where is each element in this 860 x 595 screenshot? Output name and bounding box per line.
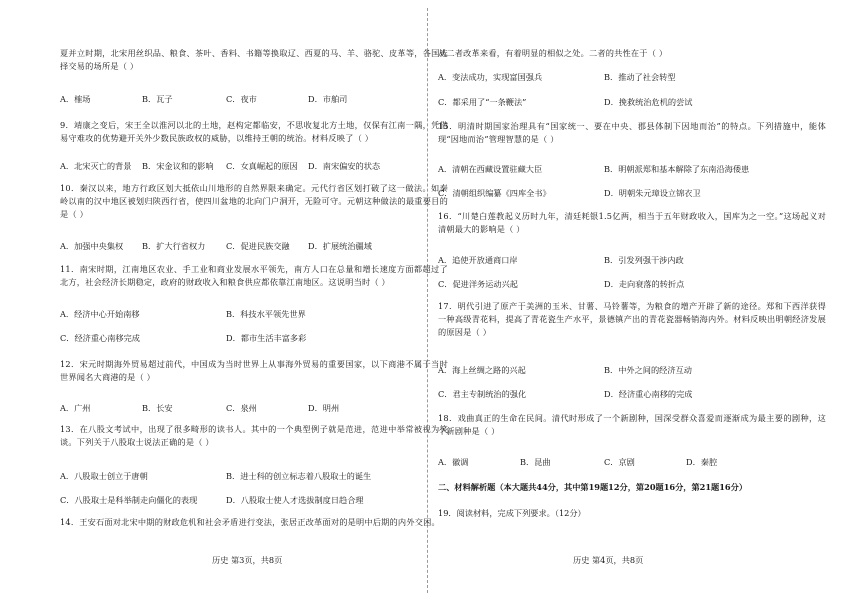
question-18-options xyxy=(438,456,826,469)
option-c[interactable]: C．女真崛起的原因 xyxy=(226,161,298,171)
question-16: 16．“川楚白莲教起义历时九年，清廷耗银1.5亿两，相当于五年财政收入，国库为之一空。”这场起义对清朝最大的影响是（ ） xyxy=(438,211,826,234)
page-3-footer: 历史 第3页，共8页 xyxy=(212,555,283,565)
question-13-options-row-1 xyxy=(60,470,448,483)
option-a[interactable]: A．清朝在西藏设置驻藏大臣 xyxy=(438,164,543,174)
question-15: 15．明清时期国家治理具有“国家统一、要在中央、郡县体制下因地而治”的特点。下列措施中，能体现“因地而治”管理智慧的是（ ） xyxy=(438,121,826,144)
option-a[interactable]: A．追使开放通商口岸 xyxy=(438,255,518,265)
option-b[interactable]: B．宋金议和的影响 xyxy=(142,161,214,171)
option-d[interactable]: D．明州 xyxy=(308,403,340,413)
section-2-heading: 二、材料解析题（本大题共44分，其中第19题12分，第20题16分，第21题16分） xyxy=(438,482,748,492)
option-c[interactable]: C．都采用了“一条鞭法” xyxy=(438,97,527,107)
question-11: 11．南宋时期，江南地区农业、手工业和商业发展水平领先，南方人口在总量和增长速度方面都超过了北方，社会经济长期稳定，政府的财政收入和粮食供应都依靠江南地区。这说明当时（ ） xyxy=(60,264,448,287)
question-14-options-row-2 xyxy=(438,96,826,109)
option-c[interactable]: C．夜市 xyxy=(226,94,257,104)
option-a[interactable]: A．徽调 xyxy=(438,457,469,467)
option-c[interactable]: C．八股取士是科举制走向僵化的表现 xyxy=(60,495,198,505)
option-d[interactable]: D．走向衰落的转折点 xyxy=(604,279,685,289)
question-18: 18．戏曲真正的生命在民间。清代时形成了一个新剧种，国深受群众喜爱而逐渐成为最主要的剧种，这个新剧种是（ ） xyxy=(438,413,826,436)
question-13: 13．在八股文考试中，出现了很多畸形的读书人。其中的一个典型例子就是范进，范进中举常被视为笑谈。下列关于八股取士说法正确的是（ ） xyxy=(60,424,448,447)
option-c[interactable]: C．泉州 xyxy=(226,403,257,413)
option-b[interactable]: B．科技水平领先世界 xyxy=(226,309,306,319)
question-10-options xyxy=(60,240,448,253)
question-19: 19．阅读材料，完成下列要求。（12分） xyxy=(438,508,586,518)
option-a[interactable]: A．八股取士创立于唐朝 xyxy=(60,471,148,481)
question-12: 12．宋元时期海外贸易超过前代，中国成为当时世界上从事海外贸易的重要国家，以下商港不属于当时世界闻名大商港的是（ ） xyxy=(60,359,448,382)
option-d[interactable]: D．扩展统治疆域 xyxy=(308,241,372,251)
question-10: 10．秦汉以来，地方行政区划大抵依山川地形的自然界限来确定。元代行省区划打破了这一做法。如秦岭以南的汉中地区被划归陕西行省，使四川盆地的北向门户洞开，无险可守。元朝这种做法的最重要目的是（ ） xyxy=(60,183,448,219)
option-b[interactable]: B．中外之间的经济互动 xyxy=(604,365,692,375)
question-11-options-row-2 xyxy=(60,332,448,345)
option-d[interactable]: D．八股取士使人才选拔制度日趋合理 xyxy=(226,495,364,505)
option-b[interactable]: B．瓦子 xyxy=(142,94,173,104)
question-9: 9．靖康之变后，宋王全以淮河以北的土地，赵构定都临安，不思收复北方土地，仅保有江南一隅，凭借易守难攻的优势避开关外少数民族政权的威胁，以维持王朝的统治。材料反映了（ ） xyxy=(60,120,448,143)
option-d[interactable]: D．市舶司 xyxy=(308,94,348,104)
question-8-tail: 夏并立时期，北宋用丝织品、粮食、茶叶、香料、书籍等换取辽、西夏的马、羊、骆驼、皮革等，各国选择交易的场所是（ ） xyxy=(60,48,448,71)
question-16-options-row-2 xyxy=(438,278,826,291)
option-d[interactable]: D．都市生活丰富多彩 xyxy=(226,333,307,343)
question-15-options-row-2 xyxy=(438,187,826,200)
option-d[interactable]: D．挽救统治危机的尝试 xyxy=(604,97,693,107)
option-a[interactable]: A．加强中央集权 xyxy=(60,241,124,251)
option-a[interactable]: A．北宋灭亡的背景 xyxy=(60,161,132,171)
option-b[interactable]: B．昆曲 xyxy=(520,457,551,467)
option-b[interactable]: B．进士科的创立标志着八股取士的诞生 xyxy=(226,471,372,481)
option-a[interactable]: A．变法成功，实现富国强兵 xyxy=(438,72,543,82)
option-c[interactable]: C．清朝组织编纂《四库全书》 xyxy=(438,188,551,198)
option-a[interactable]: A．经济中心开始南移 xyxy=(60,309,140,319)
question-17-options-row-1 xyxy=(438,364,826,377)
question-15-options-row-1 xyxy=(438,163,826,176)
option-b[interactable]: B．明朝派郑和基本解除了东南沿海倭患 xyxy=(604,164,750,174)
option-d[interactable]: D．南宋偏安的状态 xyxy=(308,161,381,171)
question-17: 17．明代引进了原产于美洲的玉米、甘薯、马铃薯等，为粮食的增产开辟了新的途径。郑和下西洋获得一种高级青花料，提高了青花瓷生产水平，景德镇产出的青花瓷器畅销海内外。材料反映出明朝经济发展的原因是（ ） xyxy=(438,301,826,337)
option-d[interactable]: D．经济重心南移的完成 xyxy=(604,389,693,399)
option-d[interactable]: D．秦腔 xyxy=(686,457,718,467)
option-a[interactable]: A．榷场 xyxy=(60,94,91,104)
option-c[interactable]: C．经济重心南移完成 xyxy=(60,333,140,343)
question-17-options-row-2 xyxy=(438,388,826,401)
question-14-options-row-1 xyxy=(438,71,826,84)
option-a[interactable]: A．海上丝绸之路的兴起 xyxy=(438,365,526,375)
question-14-tail: 从二者改革来看，有着明显的相似之处。二者的共性在于（ ） xyxy=(438,48,668,58)
question-8-options xyxy=(60,93,448,106)
option-d[interactable]: D．明朝朱元璋设立锦衣卫 xyxy=(604,188,701,198)
option-b[interactable]: B．引发列强干涉内政 xyxy=(604,255,684,265)
question-11-options-row-1 xyxy=(60,308,448,321)
question-14-head: 14．王安石面对北宋中期的财政危机和社会矛盾进行变法，张居正改革面对的是明中后期的内外交困。 xyxy=(60,517,440,527)
option-c[interactable]: C．促进洋务运动兴起 xyxy=(438,279,518,289)
page-4-footer: 历史 第4页，共8页 xyxy=(573,555,644,565)
option-a[interactable]: A．广州 xyxy=(60,403,91,413)
question-16-options-row-1 xyxy=(438,254,826,267)
question-9-options xyxy=(60,160,448,173)
option-c[interactable]: C．京剧 xyxy=(604,457,635,467)
option-b[interactable]: B．扩大行省权力 xyxy=(142,241,206,251)
option-b[interactable]: B．长安 xyxy=(142,403,173,413)
question-13-options-row-2 xyxy=(60,494,448,507)
option-c[interactable]: C．促进民族交融 xyxy=(226,241,290,251)
question-12-options xyxy=(60,402,448,415)
option-b[interactable]: B．推动了社会转型 xyxy=(604,72,676,82)
option-c[interactable]: C．君主专制统治的强化 xyxy=(438,389,527,399)
